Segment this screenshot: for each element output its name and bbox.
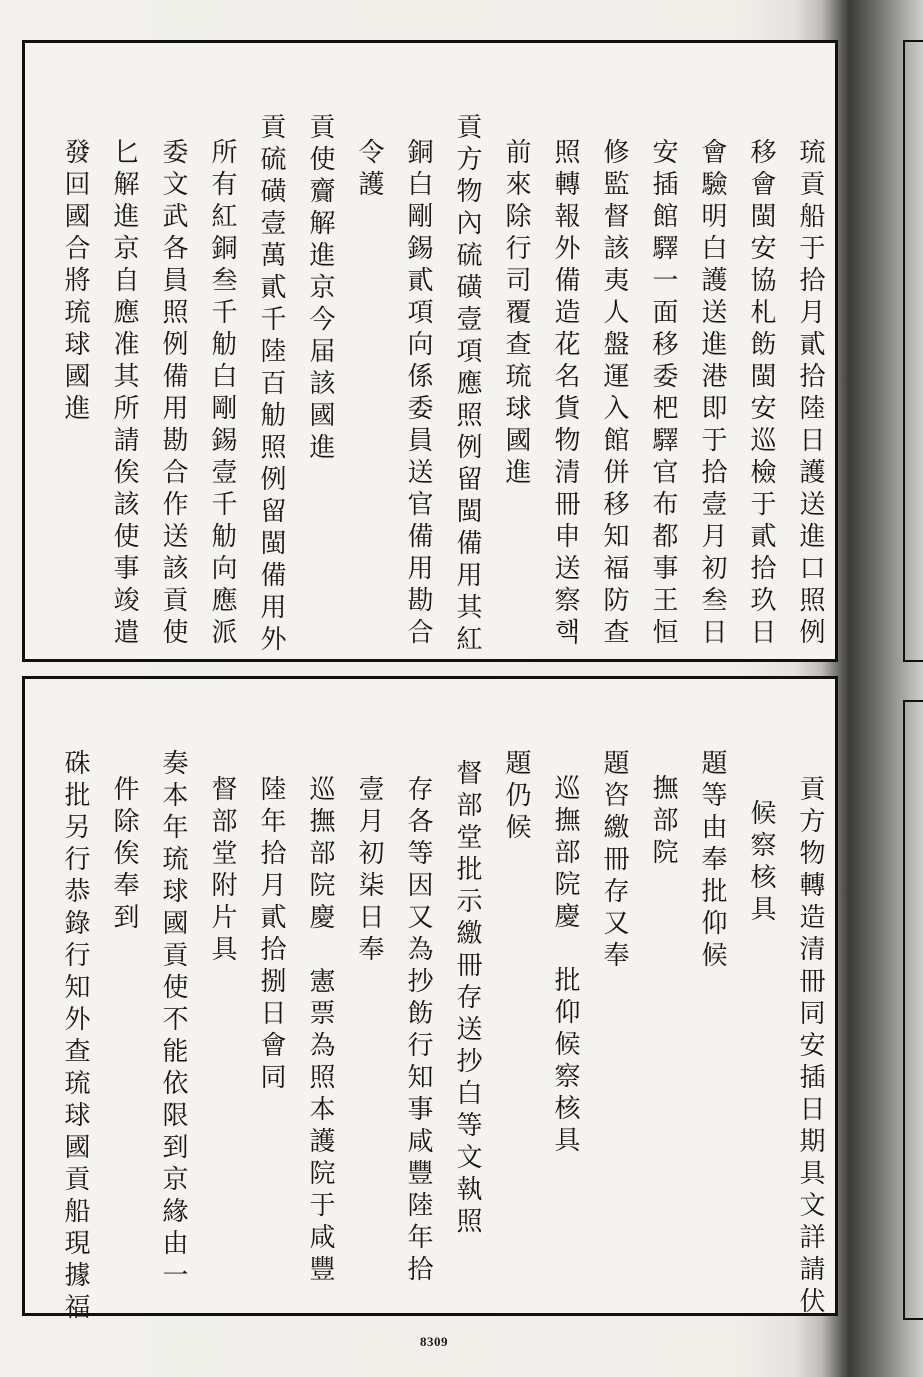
text-column: 壹月初柒日奉: [354, 775, 384, 967]
text-column: 會驗明白護送進港即于拾壹月初叁日: [697, 138, 727, 650]
text-column: 前來除行司覆查琉球國進: [501, 138, 531, 490]
text-column: 所有紅銅叁千觔白剛錫壹千觔向應派: [207, 138, 237, 650]
text-column: 題咨繳冊存又奉: [599, 749, 629, 973]
text-column: 撫部院: [648, 774, 678, 870]
text-column: 督部堂批示繳冊存送抄白等文執照: [452, 759, 482, 1239]
text-column: 貢硫磺壹萬貳千陸百觔照例留閩備用外: [256, 113, 286, 657]
text-column: 安插館驛一面移委杷驛官布都事王恒: [648, 138, 678, 650]
text-column: 候察核具: [746, 799, 776, 927]
text-column: 陸年拾月貳拾捌日會同: [256, 775, 286, 1095]
adjacent-page-frame-top: [903, 40, 923, 662]
text-column: 修監督該夷人盤運入館併移知福防查: [599, 138, 629, 650]
top-panel: [22, 40, 838, 662]
text-column: 令護: [354, 138, 384, 202]
text-column: 貢方物轉造清冊同安插日期具文詳請伏: [795, 775, 825, 1319]
text-column: 琉貢船于拾月貳拾陸日護送進口照例: [795, 138, 825, 650]
text-column: 貢使齎解進京今届該國進: [305, 113, 335, 465]
text-column: 發回國合將琉球國進: [60, 138, 90, 426]
text-column: 貢方物內硫磺壹項應照例留閩備用其紅: [452, 113, 482, 657]
text-column: 題等由奉批仰候: [697, 749, 727, 973]
text-column: 硃批另行恭錄行知外查琉球國貢船現據福: [60, 749, 90, 1325]
text-column: 督部堂附片具: [207, 775, 237, 967]
text-column: 件除俟奉到: [109, 775, 139, 935]
text-column: 存各等因又為抄飭行知事咸豐陸年拾: [403, 775, 433, 1287]
text-column: 奏本年琉球國貢使不能依限到京緣由一: [158, 749, 188, 1293]
text-column: 委文武各員照例備用勘合作送該貢使: [158, 138, 188, 650]
page-number: 8309: [420, 1334, 448, 1349]
text-column: 巡撫部院慶 批仰候察核具: [550, 774, 580, 1158]
text-column: 照轉報外備造花名貨物清冊申送察핵: [550, 138, 580, 650]
adjacent-page-frame-bottom: [903, 700, 923, 1320]
text-column: 匕解進京自應准其所請俟該使事竣遣: [109, 138, 139, 650]
text-column: 銅白剛錫貳項向係委員送官備用勘合: [403, 138, 433, 650]
text-column: 巡撫部院慶 憲票為照本護院于咸豐: [305, 775, 335, 1287]
text-column: 移會閩安協札飭閩安巡檢于貳拾玖日: [746, 138, 776, 650]
text-column: 題仍候: [501, 749, 531, 845]
bottom-panel: [22, 676, 838, 1325]
